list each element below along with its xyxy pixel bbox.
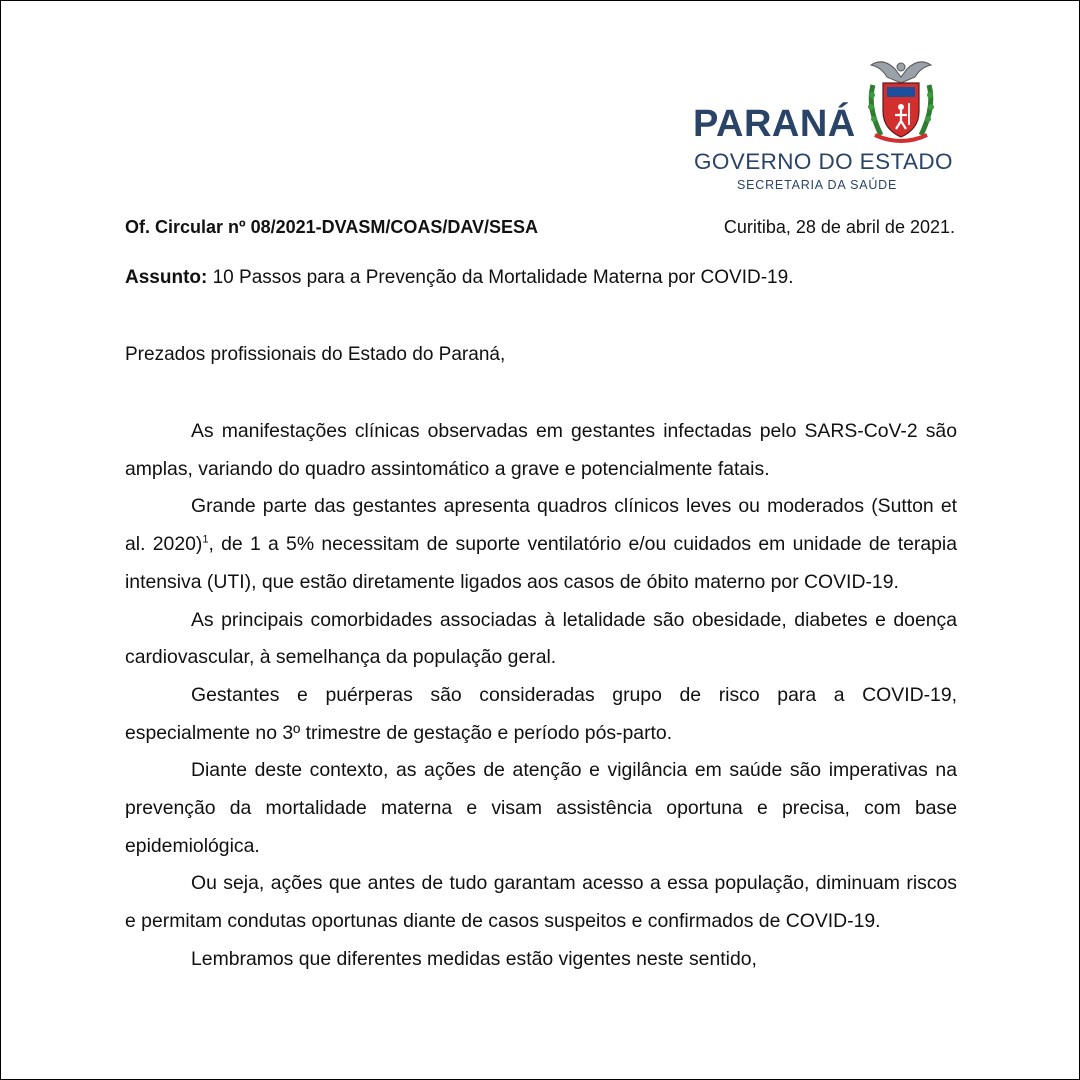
paragraph-3: As principais comorbidades associadas à letalidade são obesidade, diabetes e doença cardiovascular, à semelhança da população geral. (125, 608, 957, 669)
letter-body (125, 413, 957, 979)
subject-label: Assunto: (125, 267, 208, 288)
paragraph-2 (125, 488, 957, 601)
logo-state-name: PARANÁ (693, 103, 856, 145)
paragraph-5: Diante deste contexto, as ações de atenção e vigilância em saúde são imperativas na prevenção da mortalidade materna e visam assistência oportuna e precisa, com base epidemiológica. (125, 759, 957, 857)
subject-text: 10 Passos para a Prevenção da Mortalidade Materna por COVID-19. (207, 267, 794, 288)
footnote-marker: 1 (202, 533, 209, 546)
paragraph-4: Gestantes e puérperas são consideradas grupo de risco para a COVID-19, especialmente no 3º trimestre de gestação e período pós-parto. (125, 683, 957, 744)
paragraph-2-end: , de 1 a 5% necessitam de suporte ventilatório e/ou cuidados em unidade de terapia intensiva (UTI), que estão diretamente ligados aos casos de óbito materno por COVID-19. (125, 533, 957, 593)
paragraph-6: Ou seja, ações que antes de tudo garantam acesso a essa população, diminuam riscos e permitam condutas oportunas diante de casos suspeitos e confirmados de COVID-19. (125, 872, 957, 933)
letter-date: Curitiba, 28 de abril de 2021. (723, 217, 955, 237)
paragraph-1: As manifestações clínicas observadas em gestantes infectadas pelo SARS-CoV-2 são amplas, variando do quadro assintomático a grave e potencialmente fatais. (125, 420, 957, 480)
logo-government-label: GOVERNO DO ESTADO (694, 149, 953, 174)
paragraph-2-start: Grande parte das gestantes apresenta quadros clínicos leves ou moderados (Sutton et al. 2020) (125, 495, 957, 556)
letter-greeting: Prezados profissionais do Estado do Paraná, (125, 344, 506, 365)
logo-department-label: SECRETARIA DA SAÚDE (737, 178, 898, 192)
coat-of-arms-icon (863, 55, 939, 147)
parana-government-logo (693, 53, 955, 198)
paragraph-7: Lembramos que diferentes medidas estão vigentes neste sentido, (191, 947, 757, 970)
circular-reference: Of. Circular nº 08/2021-DVASM/COAS/DAV/SESA (125, 217, 539, 237)
letter-subject (125, 267, 793, 289)
